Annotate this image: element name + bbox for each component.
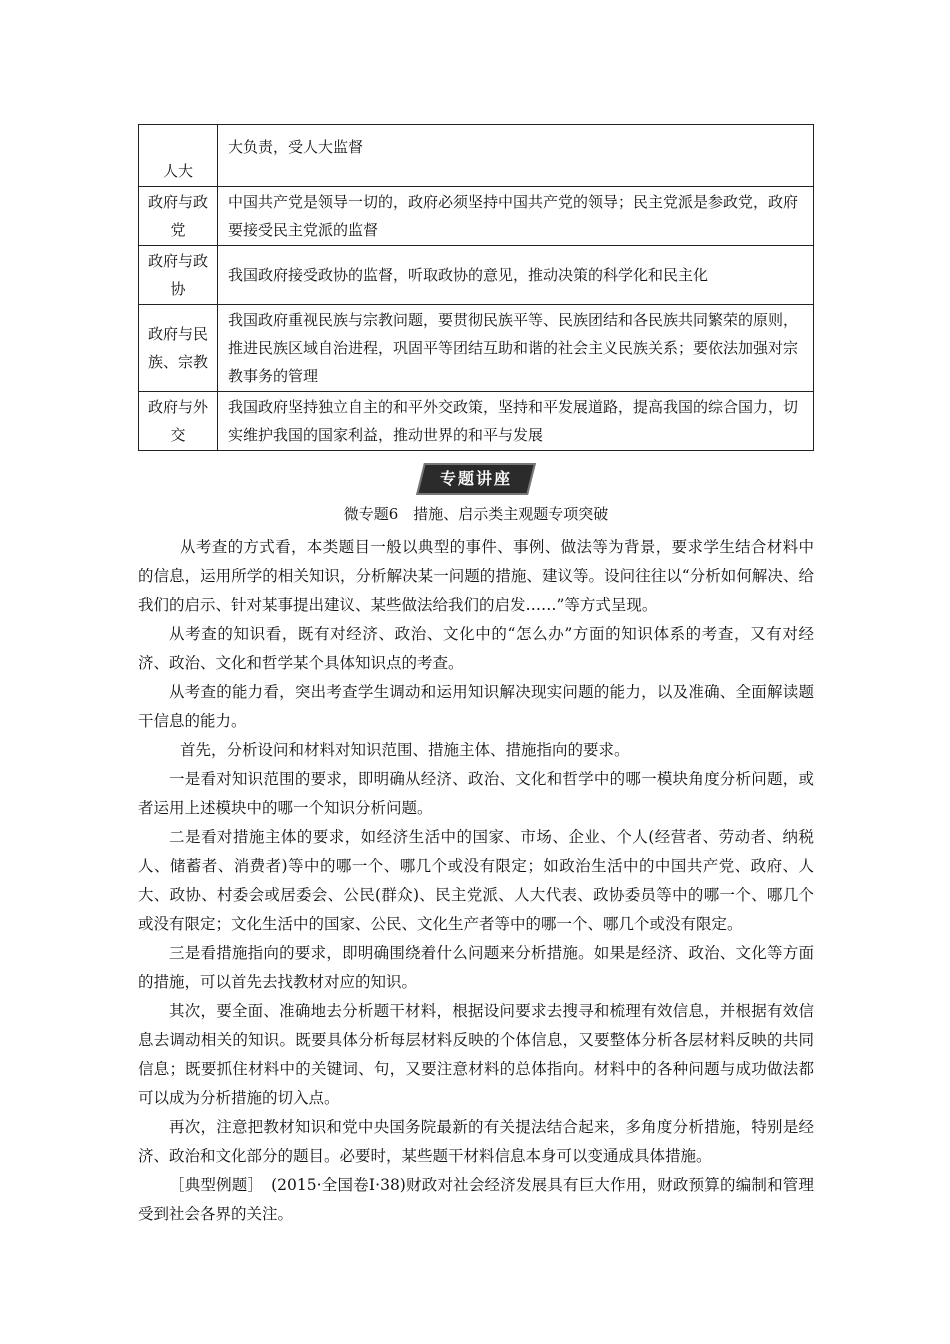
paragraph: 一是看对知识范围的要求，即明确从经济、政治、文化和哲学中的哪一模块角度分析问题，或者运用上述模块中的哪一个知识分析问题。 bbox=[138, 770, 814, 817]
paragraph: 再次，注意把教材知识和党中央国务院最新的有关提法结合起来，多角度分析措施，特别是经济、政治和文化部分的题目。必要时，某些题干材料信息本身可以变通成具体措施。 bbox=[138, 1118, 814, 1165]
row-key: 政府与政党 bbox=[139, 187, 218, 246]
row-value: 我国政府坚持独立自主的和平外交政策，坚持和平发展道路，提高我国的综合国力，切实维护我国的国家利益，推动世界的和平与发展 bbox=[218, 392, 814, 451]
table-row bbox=[139, 246, 814, 305]
banner-label: 专题讲座 bbox=[439, 469, 512, 488]
row-key: 政府与民族、宗教 bbox=[139, 305, 218, 392]
table-row bbox=[139, 305, 814, 392]
table-row bbox=[139, 125, 814, 187]
relations-table bbox=[138, 124, 814, 451]
row-value: 我国政府重视民族与宗教问题，要贯彻民族平等、民族团结和各民族共同繁荣的原则，推进民族区域自治进程，巩固平等团结互助和谐的社会主义民族关系；要依法加强对宗教事务的管理 bbox=[218, 305, 814, 392]
table-row bbox=[139, 187, 814, 246]
paragraph: 其次，要全面、准确地去分析题干材料，根据设问要求去搜寻和梳理有效信息，并根据有效信息去调动相关的知识。既要具体分析每层材料反映的个体信息，又要整体分析各层材料反映的共同信息；既要抓住材料中的关键词、句，又要注意材料的总体指向。材料中的各种问题与成功做法都可以成为分析措施的切入点。 bbox=[138, 1002, 814, 1107]
row-key: 政府与政协 bbox=[139, 246, 218, 305]
paragraph: ［典型例题］ (2015·全国卷Ⅰ·38)财政对社会经济发展具有巨大作用，财政预算的编制和管理受到社会各界的关注。 bbox=[138, 1176, 814, 1223]
paragraph: 首先，分析设问和材料对知识范围、措施主体、措施指向的要求。 bbox=[180, 741, 630, 759]
paragraph: 从考查的方式看，本类题目一般以典型的事件、事例、做法等为背景，要求学生结合材料中的信息，运用所学的相关知识，分析解决某一问题的措施、建议等。设问往往以“分析如何解决、给我们的启示、针对某事提出建议、某些做法给我们的启发……”等方式呈现。 bbox=[138, 538, 814, 614]
table-row bbox=[139, 392, 814, 451]
section-banner bbox=[138, 463, 814, 495]
paragraph: 从考查的能力看，突出考查学生调动和运用知识解决现实问题的能力，以及准确、全面解读题干信息的能力。 bbox=[138, 683, 814, 730]
paragraph: 二是看对措施主体的要求，如经济生活中的国家、市场、企业、个人(经营者、劳动者、纳税人、储蓄者、消费者)等中的哪一个、哪几个或没有限定；如政治生活中的中国共产党、政府、人大、政协、村委会或居委会、公民(群众)、民主党派、人大代表、政协委员等中的哪一个、哪几个或没有限定；文化生活中的国家、公民、文化生产者等中的哪一个、哪几个或没有限定。 bbox=[138, 828, 814, 933]
row-key: 政府与外交 bbox=[139, 392, 218, 451]
page-content bbox=[138, 124, 814, 1229]
row-value: 我国政府接受政协的监督，听取政协的意见，推动决策的科学化和民主化 bbox=[218, 246, 814, 305]
row-key: 人大 bbox=[139, 125, 218, 187]
section-title: 微专题6 措施、启示类主观题专项突破 bbox=[343, 505, 609, 523]
paragraph: 从考查的知识看，既有对经济、政治、文化中的“怎么办”方面的知识体系的考查，又有对经济、政治、文化和哲学某个具体知识点的考查。 bbox=[138, 625, 814, 672]
paragraph: 三是看措施指向的要求，即明确围绕着什么问题来分析措施。如果是经济、政治、文化等方面的措施，可以首先去找教材对应的知识。 bbox=[138, 944, 814, 991]
row-value: 大负责，受人大监督 bbox=[218, 125, 814, 187]
row-value: 中国共产党是领导一切的，政府必须坚持中国共产党的领导；民主党派是参政党，政府要接受民主党派的监督 bbox=[218, 187, 814, 246]
banner-badge bbox=[416, 463, 536, 495]
